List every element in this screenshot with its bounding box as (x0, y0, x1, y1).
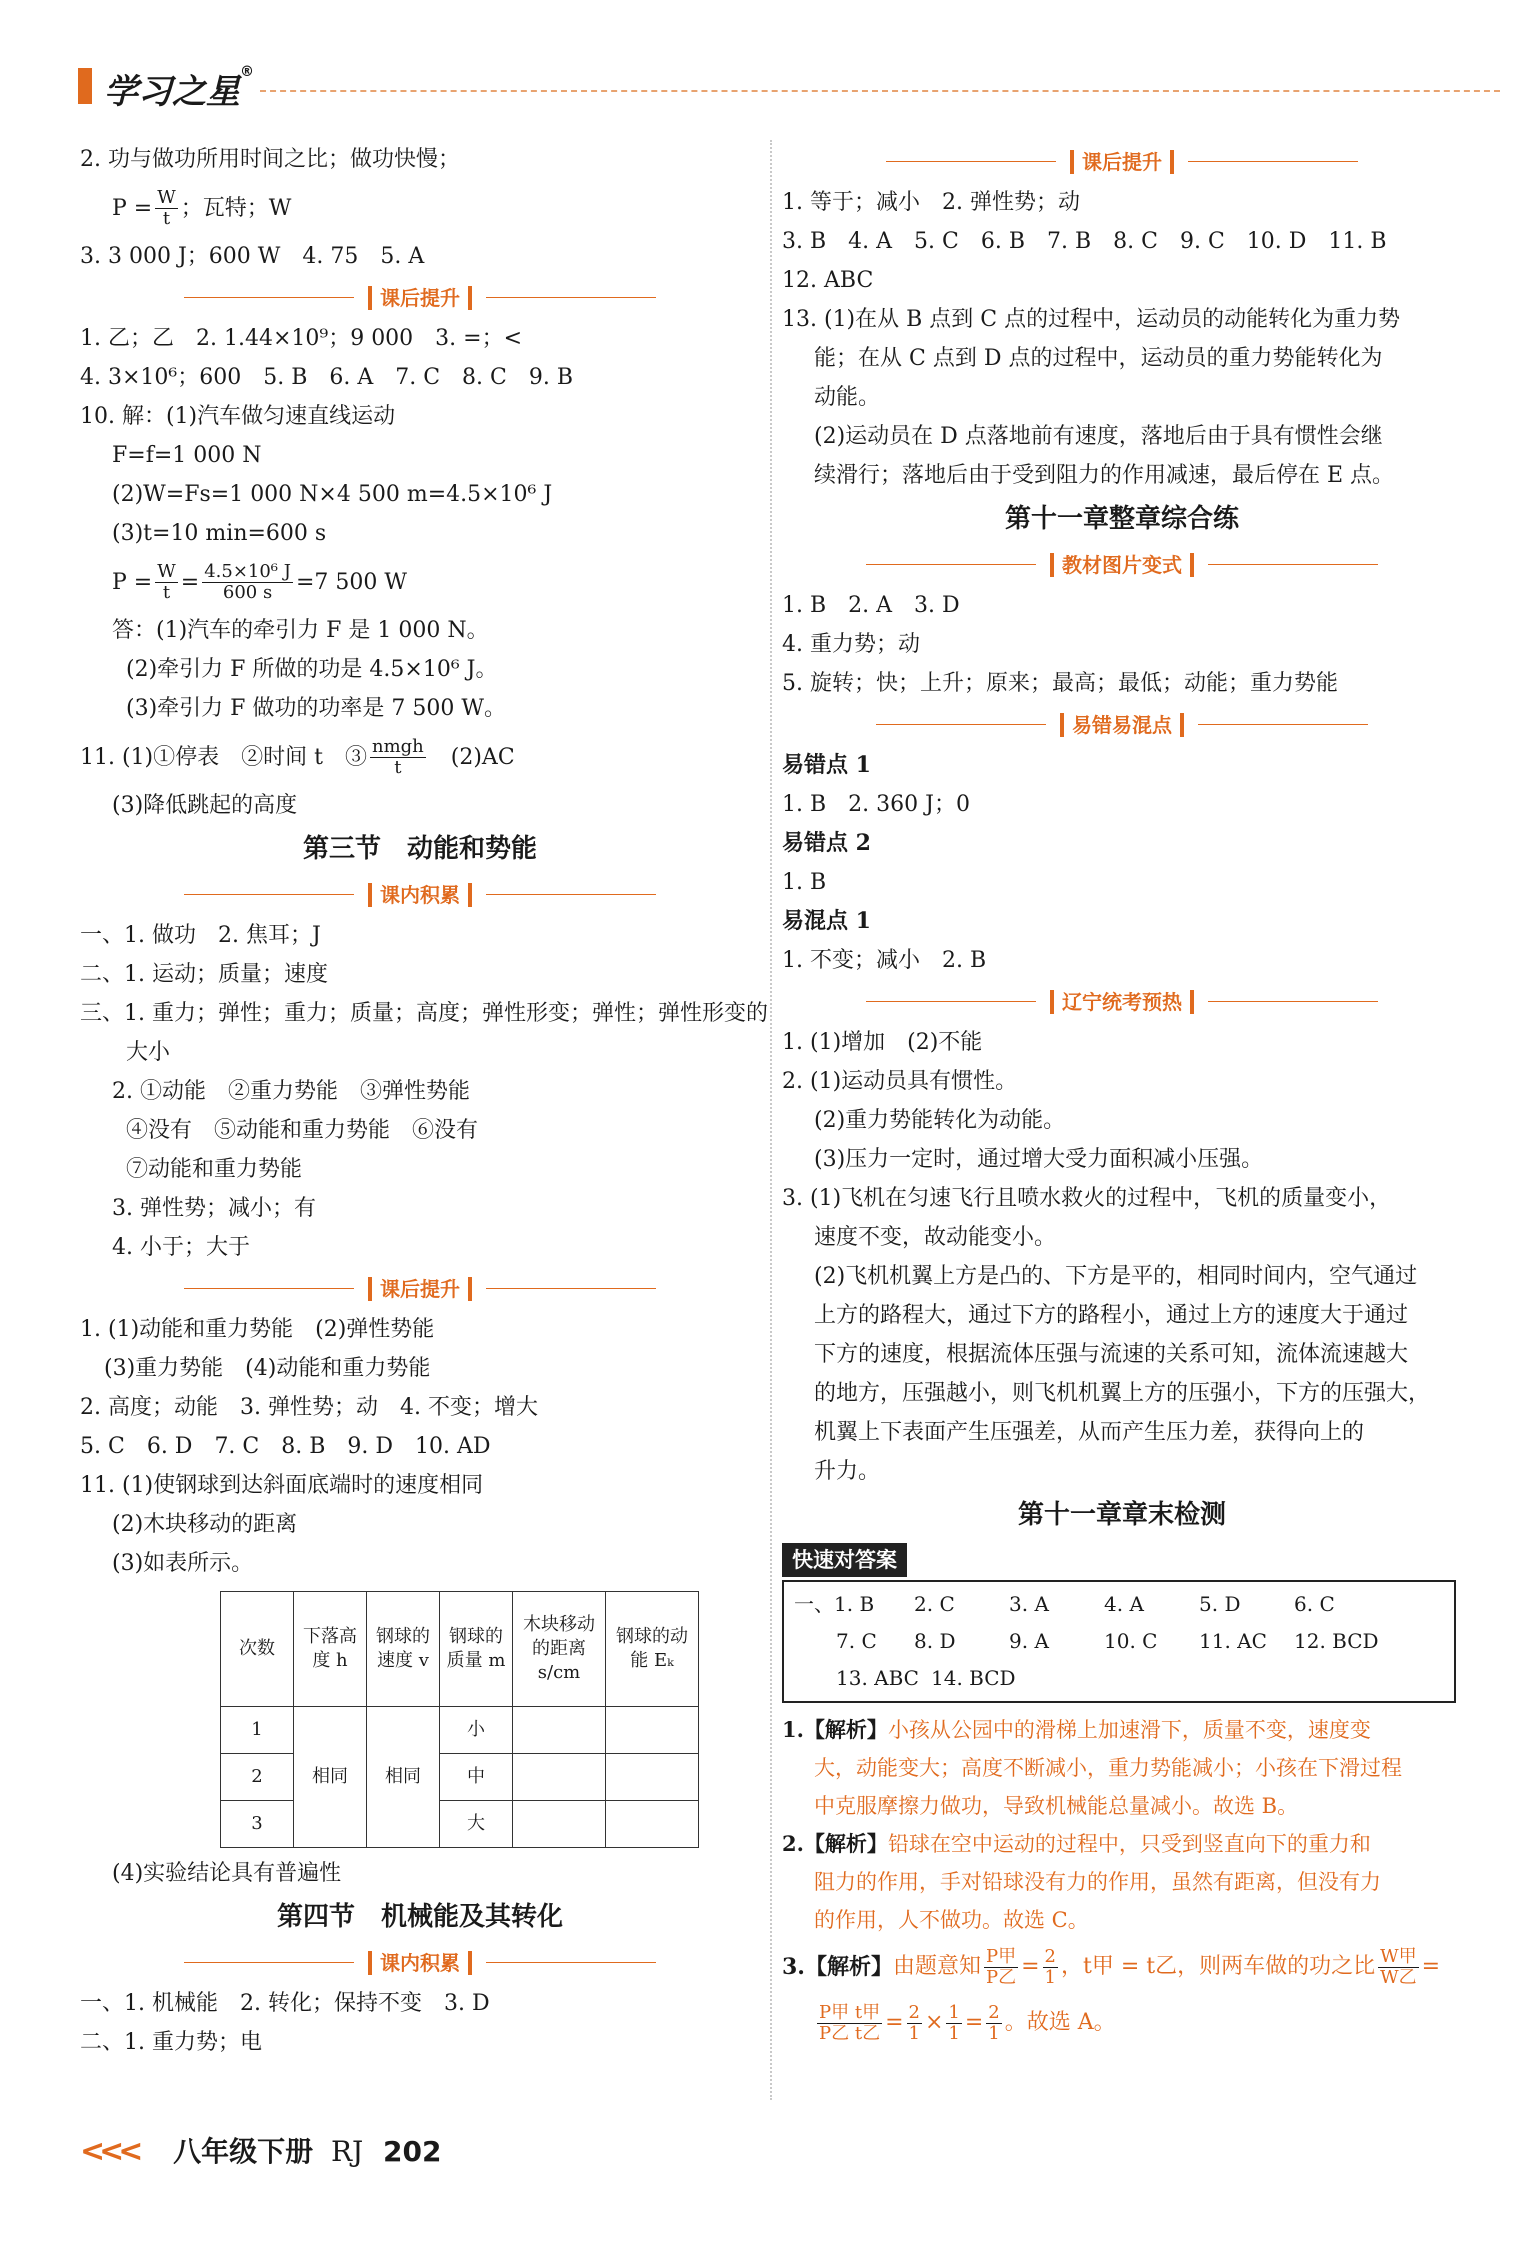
subheading: 易混点 1 (782, 908, 871, 934)
answer-line: 能；在从 C 点到 D 点的过程中，运动员的重力势能转化为 (814, 346, 1383, 371)
answer-line: 11. (1)使钢球到达斜面底端时的速度相同 (80, 1473, 484, 1498)
answer-line: 1. (1)动能和重力势能 (2)弹性势能 (80, 1317, 435, 1342)
section-title: 第十一章整章综合练 (1004, 504, 1239, 534)
subheading: 易错点 1 (782, 752, 871, 778)
table-cell: 中 (440, 1754, 513, 1801)
answer-line: 动能。 (814, 385, 881, 410)
answer-line: 5. C 6. D 7. C 8. B 9. D 10. AD (80, 1434, 491, 1459)
answer-line: (2)重力势能转化为动能。 (814, 1108, 1066, 1133)
table-row (221, 1707, 699, 1754)
answer-line: 三、1. 重力；弹性；重力；质量；高度；弹性形变；弹性；弹性形变的 (80, 1001, 768, 1026)
answer-line: 二、1. 重力势；电 (80, 2030, 262, 2055)
table-header-cell: 木块移动的距离 s/cm (513, 1592, 606, 1707)
answer-line: 1. B 2. A 3. D (782, 593, 960, 618)
section-banner: 课后提升 (782, 142, 1462, 181)
answer-line: ④没有 ⑤动能和重力势能 ⑥没有 (126, 1118, 479, 1143)
answer-line: 速度不变，故动能变小。 (814, 1225, 1057, 1250)
table-header-cell: 钢球的质量 m (440, 1592, 513, 1707)
power-expression: 11. (1)①停表 ②时间 t ③ $\frac{\text{nmgh}}{t}$ (2)AC (80, 735, 515, 778)
table-row (221, 1801, 699, 1848)
edition-label: RJ (330, 2135, 364, 2168)
answer-line: (2)木块移动的距离 (112, 1512, 298, 1537)
answer-line: F=f=1 000 N (112, 443, 262, 468)
answer-line: 一、1. 机械能 2. 转化；保持不变 3. D (80, 1991, 490, 2016)
table-row (221, 1754, 699, 1801)
answer-line: 13. (1)在从 B 点到 C 点的过程中，运动员的动能转化为重力势 (782, 307, 1401, 332)
section-title: 第十一章章末检测 (1017, 1500, 1226, 1530)
answer-line: 1. 等于；减小 2. 弹性势；动 (782, 190, 1080, 215)
table-cell: 1 (221, 1707, 294, 1754)
table-cell: 大 (440, 1801, 513, 1848)
answer-line: (2)运动员在 D 点落地前有速度，落地后由于具有惯性会继 (814, 424, 1383, 449)
answer-line: (3)压力一定时，通过增大受力面积减小压强。 (814, 1147, 1264, 1172)
table-header-cell: 钢球的动能 Eₖ (606, 1592, 699, 1707)
answer-line: 3. 弹性势；减小；有 (112, 1196, 316, 1221)
brand-logo: 学习之星® (104, 64, 254, 112)
grade-label: 八年级下册 (173, 2135, 314, 2168)
answer-line: (3)牵引力 F 做功的功率是 7 500 W。 (126, 696, 506, 721)
table-cell (513, 1754, 606, 1801)
quick-answer-row: 13. ABC 14. BCD (836, 1666, 1016, 1690)
page-number: 202 (383, 2135, 442, 2168)
table-cell: 3 (221, 1801, 294, 1848)
power-formula: P = $\frac{W}{t}$ ；瓦特；W (112, 186, 292, 229)
quick-answer-row: 一、1. B 2. C 3. A 4. A 5. D 6. C (794, 1592, 1335, 1616)
answer-line: (4)实验结论具有普遍性 (112, 1861, 342, 1886)
analysis-1: 1.【解析】小孩从公园中的滑梯上加速滑下，质量不变，速度变 大，动能变大；高度不断减小，重力势能减小；小孩在下滑过程 中克服摩擦力做功，导致机械能总量减小。故选 B。 (782, 1717, 1402, 1818)
quick-answer-box (782, 1580, 1456, 1703)
experiment-table (220, 1591, 699, 1848)
answer-line: 4. 小于；大于 (112, 1235, 250, 1260)
answer-line: (2)牵引力 F 所做的功是 4.5×10⁶ J。 (126, 657, 498, 682)
right-column (782, 140, 1462, 2051)
table-cell: 2 (221, 1754, 294, 1801)
answer-line: ⑦动能和重力势能 (126, 1157, 303, 1182)
answer-line: 3. (1)飞机在匀速飞行且喷水救火的过程中，飞机的质量变小， (782, 1186, 1392, 1211)
answer-line: 4. 3×10⁶；600 5. B 6. A 7. C 8. C 9. B (80, 365, 574, 390)
column-divider (770, 140, 772, 2100)
table-header-cell: 下落高度 h (294, 1592, 367, 1707)
section-banner: 辽宁统考预热 (782, 982, 1462, 1021)
answer-line: 的地方，压强越小，则飞机机翼上方的压强小，下方的压强大， (814, 1381, 1431, 1406)
quick-answer-label: 快速对答案 (782, 1543, 907, 1577)
answer-line: (2)W=Fs=1 000 N×4 500 m=4.5×10⁶ J (112, 482, 553, 507)
answer-line: 12. ABC (782, 268, 874, 293)
page-footer (80, 2130, 441, 2170)
answer-line: 10. 解：(1)汽车做匀速直线运动 (80, 404, 396, 429)
table-cell (513, 1801, 606, 1848)
answer-line: 大小 (126, 1040, 171, 1065)
answer-line: 2. 功与做功所用时间之比；做功快慢； (80, 147, 460, 172)
table-header-cell: 钢球的速度 v (367, 1592, 440, 1707)
table-header-cell: 次数 (221, 1592, 294, 1707)
page-header (60, 58, 1500, 118)
answer-line: 1. B 2. 360 J；0 (782, 792, 970, 817)
answer-line: 4. 重力势；动 (782, 632, 920, 657)
answer-line: 3. 3 000 J；600 W 4. 75 5. A (80, 244, 425, 269)
section-banner: 课后提升 (80, 278, 760, 317)
answer-line: 5. 旋转；快；上升；原来；最高；最低；动能；重力势能 (782, 671, 1338, 696)
answer-line: 续滑行；落地后由于受到阻力的作用减速，最后停在 E 点。 (814, 463, 1395, 488)
table-cell: 相同 (294, 1707, 367, 1848)
answer-line: 2. 高度；动能 3. 弹性势；动 4. 不变；增大 (80, 1395, 538, 1420)
answer-line: 2. (1)运动员具有惯性。 (782, 1069, 1018, 1094)
answer-line: 1. (1)增加 (2)不能 (782, 1030, 983, 1055)
table-cell: 相同 (367, 1707, 440, 1848)
table-cell (513, 1707, 606, 1754)
subheading: 易错点 2 (782, 830, 871, 856)
answer-line: (2)飞机机翼上方是凸的、下方是平的，相同时间内，空气通过 (814, 1264, 1418, 1289)
answer-line: (3)如表所示。 (112, 1551, 254, 1576)
answer-line: 一、1. 做功 2. 焦耳；J (80, 923, 321, 948)
section-title: 第四节 机械能及其转化 (276, 1902, 563, 1932)
left-column (80, 140, 768, 2062)
analysis-2: 2.【解析】铅球在空中运动的过程中，只受到竖直向下的重力和 阻力的作用，手对铅球没有力的作用，虽然有距离，但没有力 的作用，人不做功。故选 C。 (782, 1831, 1381, 1932)
section-title: 第三节 动能和势能 (302, 834, 537, 864)
header-dashed-rule (260, 90, 1500, 92)
answer-line: 上方的路程大，通过下方的路程小，通过上方的速度大于通过 (814, 1303, 1409, 1328)
power-calculation: P = $\frac{W}{t}$ = $\frac{\text{4.5×10⁶ J}}{600 s}$ =7 500 W (112, 560, 407, 603)
answer-line: 机翼上下表面产生压强差，从而产生压力差，获得向上的 (814, 1420, 1365, 1445)
quick-answer-row: 7. C 8. D 9. A 10. C 11. AC 12. BCD (836, 1629, 1379, 1653)
table-header-row (221, 1592, 699, 1707)
table-cell: 小 (440, 1707, 513, 1754)
answer-line: 二、1. 运动；质量；速度 (80, 962, 328, 987)
answer-line: 1. 乙；乙 2. 1.44×10⁹；9 000 3. =；< (80, 326, 523, 351)
section-banner: 教材图片变式 (782, 545, 1462, 584)
answer-line: 下方的速度，根据流体压强与流速的关系可知，流体流速越大 (814, 1342, 1409, 1367)
table-cell (606, 1801, 699, 1848)
answer-line: 2. ①动能 ②重力势能 ③弹性势能 (112, 1079, 470, 1104)
section-banner: 易错易混点 (782, 705, 1462, 744)
answer-line: 答：(1)汽车的牵引力 F 是 1 000 N。 (112, 618, 489, 643)
section-banner: 课后提升 (80, 1269, 760, 1308)
answer-line: 1. B (782, 870, 827, 895)
answer-line: (3)降低跳起的高度 (112, 793, 298, 818)
analysis-3: 3.【解析】 由题意知 $\frac{\text{P甲}}{\text{P乙}}$ = $\frac{2}{1}$ ，t甲 = t乙，则两车做的功之比 $\frac{\text{W甲}}{\text{W乙}}$ = $\frac{\text{P甲 t甲}}{\text{P乙 t乙}}$ = $\frac{2}{1}$ × $\frac{1}{1}$ = $\frac{2}{1}$ 。故选 A。 (782, 1945, 1441, 2044)
answer-line: (3)重力势能 (4)动能和重力势能 (104, 1356, 431, 1381)
section-banner: 课内积累 (80, 875, 760, 914)
section-banner: 课内积累 (80, 1943, 760, 1982)
answer-line: 1. 不变；减小 2. B (782, 948, 987, 973)
header-accent-bar (78, 68, 92, 104)
table-cell (606, 1707, 699, 1754)
answer-line: 升力。 (814, 1459, 881, 1484)
chevrons-left-icon: <<< (80, 2134, 138, 2169)
answer-line: 3. B 4. A 5. C 6. B 7. B 8. C 9. C 10. D 11. B (782, 229, 1387, 254)
table-cell (606, 1754, 699, 1801)
answer-line: (3)t=10 min=600 s (112, 521, 327, 546)
